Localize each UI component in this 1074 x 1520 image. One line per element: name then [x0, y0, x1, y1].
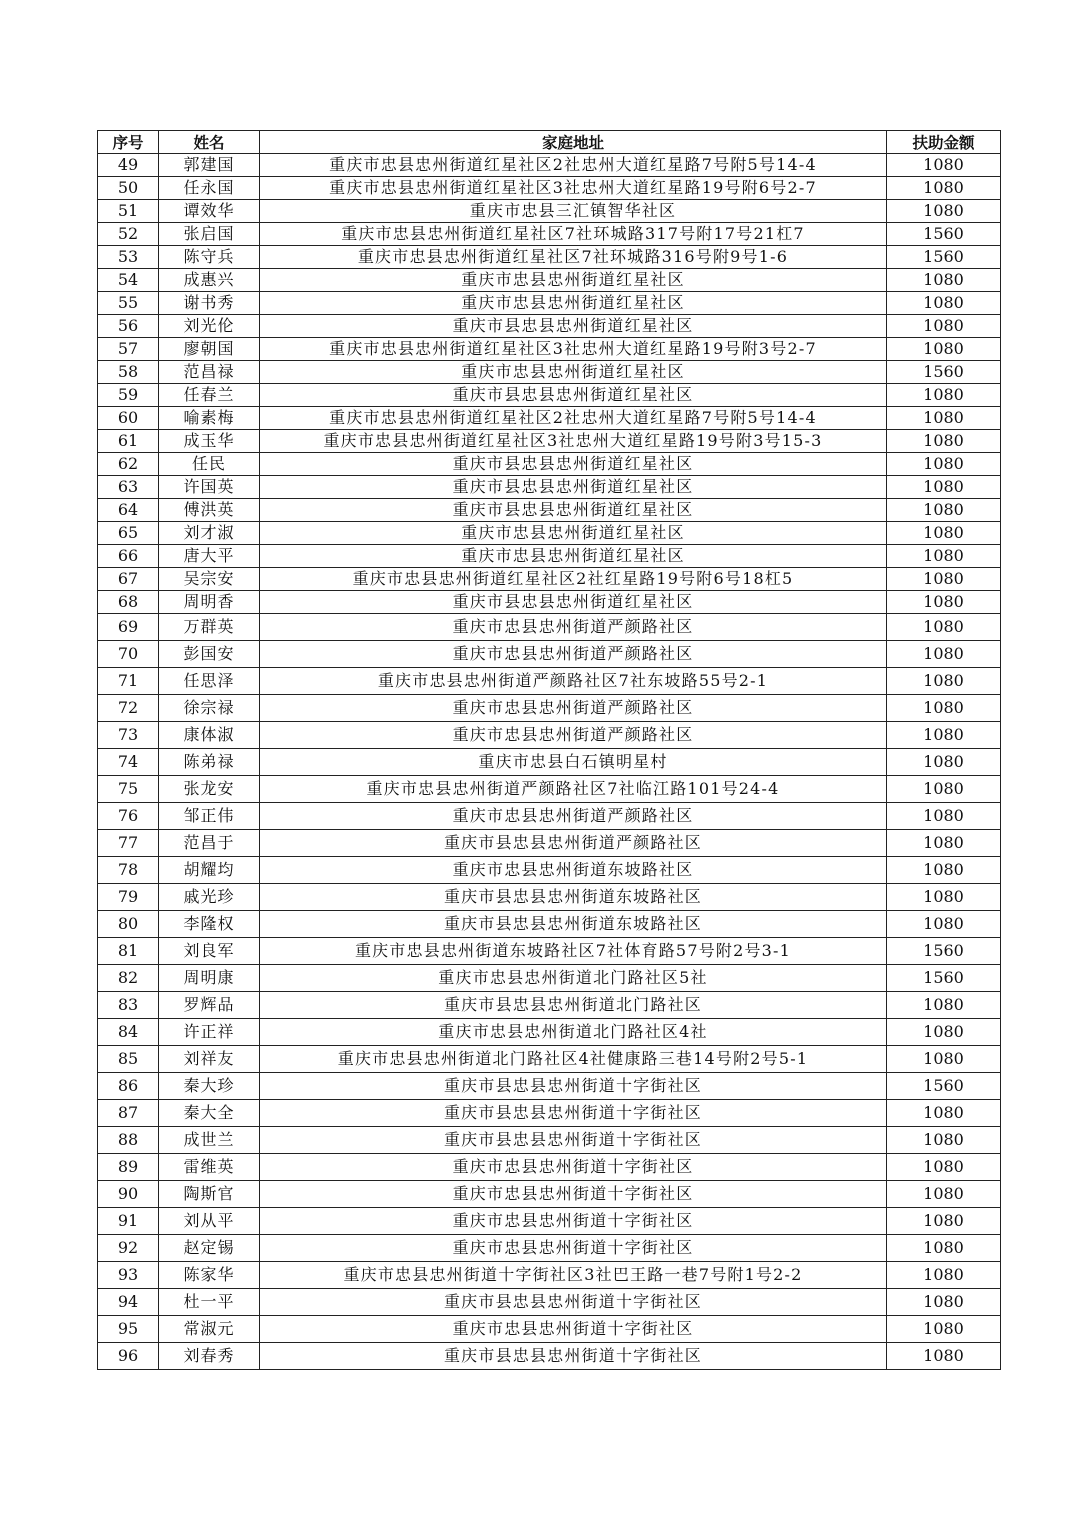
- cell-serial-number: 79: [98, 884, 159, 911]
- cell-serial-number: 94: [98, 1289, 159, 1316]
- cell-amount: 1080: [887, 1343, 1001, 1370]
- table-row: [98, 722, 1001, 749]
- table-row: [98, 292, 1001, 315]
- cell-serial-number: 89: [98, 1154, 159, 1181]
- cell-name: 雷维英: [159, 1154, 260, 1181]
- cell-address: 重庆市忠县忠州街道严颜路社区: [260, 803, 887, 830]
- cell-address: 重庆市县忠县忠州街道严颜路社区: [260, 830, 887, 857]
- cell-address: 重庆市县忠县忠州街道十字街社区: [260, 1073, 887, 1100]
- cell-address: 重庆市忠县忠州街道严颜路社区7社临江路101号24-4: [260, 776, 887, 803]
- cell-serial-number: 78: [98, 857, 159, 884]
- cell-serial-number: 73: [98, 722, 159, 749]
- table-row: [98, 1127, 1001, 1154]
- cell-serial-number: 58: [98, 361, 159, 384]
- cell-address: 重庆市忠县忠州街道红星社区3社忠州大道红星路19号附3号15-3: [260, 430, 887, 453]
- cell-amount: 1080: [887, 1046, 1001, 1073]
- cell-name: 徐宗禄: [159, 695, 260, 722]
- cell-name: 廖朝国: [159, 338, 260, 361]
- cell-serial-number: 59: [98, 384, 159, 407]
- cell-amount: 1080: [887, 407, 1001, 430]
- cell-serial-number: 77: [98, 830, 159, 857]
- cell-address: 重庆市忠县忠州街道红星社区2社红星路19号附6号18杠5: [260, 568, 887, 591]
- cell-serial-number: 81: [98, 938, 159, 965]
- cell-address: 重庆市忠县忠州街道红星社区: [260, 545, 887, 568]
- cell-address: 重庆市县忠县忠州街道北门路社区: [260, 992, 887, 1019]
- cell-serial-number: 88: [98, 1127, 159, 1154]
- cell-amount: 1080: [887, 568, 1001, 591]
- table-row: [98, 223, 1001, 246]
- cell-address: 重庆市忠县忠州街道北门路社区5社: [260, 965, 887, 992]
- cell-serial-number: 57: [98, 338, 159, 361]
- cell-amount: 1080: [887, 1019, 1001, 1046]
- header-amount: 扶助金额: [887, 131, 1001, 154]
- cell-name: 唐大平: [159, 545, 260, 568]
- cell-address: 重庆市县忠县忠州街道十字街社区: [260, 1343, 887, 1370]
- cell-serial-number: 72: [98, 695, 159, 722]
- cell-amount: 1080: [887, 591, 1001, 614]
- cell-name: 万群英: [159, 614, 260, 641]
- cell-name: 傅洪英: [159, 499, 260, 522]
- table-row: [98, 430, 1001, 453]
- cell-address: 重庆市县忠县忠州街道东坡路社区: [260, 884, 887, 911]
- cell-amount: 1560: [887, 1073, 1001, 1100]
- table-row: [98, 1073, 1001, 1100]
- cell-serial-number: 52: [98, 223, 159, 246]
- cell-name: 张龙安: [159, 776, 260, 803]
- cell-address: 重庆市忠县忠州街道十字街社区: [260, 1316, 887, 1343]
- header-serial-number: 序号: [98, 131, 159, 154]
- table-row: [98, 1019, 1001, 1046]
- cell-serial-number: 71: [98, 668, 159, 695]
- table-row: [98, 384, 1001, 407]
- table-row: [98, 476, 1001, 499]
- cell-serial-number: 55: [98, 292, 159, 315]
- cell-serial-number: 76: [98, 803, 159, 830]
- cell-name: 周明康: [159, 965, 260, 992]
- cell-address: 重庆市忠县忠州街道红星社区: [260, 522, 887, 545]
- cell-serial-number: 50: [98, 177, 159, 200]
- cell-amount: 1080: [887, 830, 1001, 857]
- cell-amount: 1080: [887, 177, 1001, 200]
- cell-address: 重庆市忠县忠州街道东坡路社区7社体育路57号附2号3-1: [260, 938, 887, 965]
- cell-amount: 1080: [887, 1316, 1001, 1343]
- cell-name: 赵定锡: [159, 1235, 260, 1262]
- table-row: [98, 1262, 1001, 1289]
- cell-name: 戚光珍: [159, 884, 260, 911]
- cell-name: 成世兰: [159, 1127, 260, 1154]
- cell-address: 重庆市忠县忠州街道红星社区: [260, 269, 887, 292]
- cell-amount: 1080: [887, 200, 1001, 223]
- cell-amount: 1080: [887, 641, 1001, 668]
- cell-serial-number: 62: [98, 453, 159, 476]
- cell-address: 重庆市忠县忠州街道红星社区2社忠州大道红星路7号附5号14-4: [260, 407, 887, 430]
- cell-address: 重庆市忠县忠州街道东坡路社区: [260, 857, 887, 884]
- table-row: [98, 911, 1001, 938]
- cell-serial-number: 85: [98, 1046, 159, 1073]
- cell-amount: 1080: [887, 857, 1001, 884]
- cell-name: 陈守兵: [159, 246, 260, 269]
- table-row: [98, 884, 1001, 911]
- cell-name: 陈家华: [159, 1262, 260, 1289]
- cell-address: 重庆市忠县忠州街道红星社区2社忠州大道红星路7号附5号14-4: [260, 154, 887, 177]
- cell-name: 成惠兴: [159, 269, 260, 292]
- cell-name: 范昌禄: [159, 361, 260, 384]
- cell-serial-number: 96: [98, 1343, 159, 1370]
- cell-address: 重庆市忠县忠州街道严颜路社区: [260, 722, 887, 749]
- cell-address: 重庆市县忠县忠州街道红星社区: [260, 453, 887, 476]
- cell-address: 重庆市忠县忠州街道十字街社区: [260, 1208, 887, 1235]
- table-row: [98, 177, 1001, 200]
- table-row: [98, 1181, 1001, 1208]
- table-row: [98, 407, 1001, 430]
- cell-serial-number: 70: [98, 641, 159, 668]
- cell-serial-number: 90: [98, 1181, 159, 1208]
- cell-name: 谢书秀: [159, 292, 260, 315]
- cell-serial-number: 82: [98, 965, 159, 992]
- cell-serial-number: 56: [98, 315, 159, 338]
- table-row: [98, 1235, 1001, 1262]
- cell-amount: 1080: [887, 1181, 1001, 1208]
- cell-address: 重庆市忠县忠州街道十字街社区: [260, 1154, 887, 1181]
- assistance-list-sheet: [97, 130, 1000, 1370]
- cell-name: 范昌于: [159, 830, 260, 857]
- cell-amount: 1560: [887, 938, 1001, 965]
- table-row: [98, 614, 1001, 641]
- cell-name: 陶斯官: [159, 1181, 260, 1208]
- cell-name: 刘才淑: [159, 522, 260, 545]
- cell-address: 重庆市忠县忠州街道红星社区7社环城路317号附17号21杠7: [260, 223, 887, 246]
- cell-address: 重庆市县忠县忠州街道红星社区: [260, 591, 887, 614]
- cell-name: 胡耀均: [159, 857, 260, 884]
- cell-name: 秦大全: [159, 1100, 260, 1127]
- cell-serial-number: 92: [98, 1235, 159, 1262]
- cell-name: 吴宗安: [159, 568, 260, 591]
- table-row: [98, 857, 1001, 884]
- assistance-table: [97, 130, 1001, 1370]
- cell-serial-number: 51: [98, 200, 159, 223]
- cell-address: 重庆市忠县忠州街道十字街社区: [260, 1181, 887, 1208]
- cell-amount: 1080: [887, 1127, 1001, 1154]
- cell-serial-number: 66: [98, 545, 159, 568]
- cell-amount: 1080: [887, 476, 1001, 499]
- cell-amount: 1080: [887, 522, 1001, 545]
- cell-amount: 1080: [887, 992, 1001, 1019]
- cell-name: 常淑元: [159, 1316, 260, 1343]
- cell-amount: 1080: [887, 499, 1001, 522]
- cell-name: 许正祥: [159, 1019, 260, 1046]
- table-row: [98, 315, 1001, 338]
- table-row: [98, 992, 1001, 1019]
- cell-name: 刘良军: [159, 938, 260, 965]
- table-row: [98, 938, 1001, 965]
- cell-serial-number: 69: [98, 614, 159, 641]
- table-row: [98, 453, 1001, 476]
- table-row: [98, 591, 1001, 614]
- table-row: [98, 830, 1001, 857]
- cell-serial-number: 84: [98, 1019, 159, 1046]
- cell-serial-number: 93: [98, 1262, 159, 1289]
- cell-address: 重庆市忠县忠州街道严颜路社区: [260, 614, 887, 641]
- cell-address: 重庆市忠县忠州街道严颜路社区7社东坡路55号2-1: [260, 668, 887, 695]
- cell-address: 重庆市县忠县忠州街道十字街社区: [260, 1289, 887, 1316]
- cell-serial-number: 49: [98, 154, 159, 177]
- table-row: [98, 776, 1001, 803]
- cell-name: 成玉华: [159, 430, 260, 453]
- cell-address: 重庆市忠县忠州街道十字街社区: [260, 1235, 887, 1262]
- cell-name: 陈弟禄: [159, 749, 260, 776]
- cell-amount: 1080: [887, 1100, 1001, 1127]
- table-row: [98, 965, 1001, 992]
- cell-address: 重庆市忠县忠州街道红星社区: [260, 292, 887, 315]
- table-row: [98, 1208, 1001, 1235]
- cell-name: 喻素梅: [159, 407, 260, 430]
- cell-serial-number: 54: [98, 269, 159, 292]
- table-row: [98, 1100, 1001, 1127]
- cell-address: 重庆市忠县忠州街道严颜路社区: [260, 695, 887, 722]
- cell-amount: 1080: [887, 668, 1001, 695]
- header-name: 姓名: [159, 131, 260, 154]
- cell-amount: 1560: [887, 965, 1001, 992]
- cell-name: 秦大珍: [159, 1073, 260, 1100]
- cell-address: 重庆市忠县忠州街道严颜路社区: [260, 641, 887, 668]
- cell-name: 刘从平: [159, 1208, 260, 1235]
- cell-address: 重庆市忠县白石镇明星村: [260, 749, 887, 776]
- cell-amount: 1080: [887, 1235, 1001, 1262]
- cell-amount: 1560: [887, 223, 1001, 246]
- cell-address: 重庆市忠县忠州街道十字街社区3社巴王路一巷7号附1号2-2: [260, 1262, 887, 1289]
- cell-amount: 1080: [887, 1208, 1001, 1235]
- cell-amount: 1080: [887, 722, 1001, 749]
- cell-address: 重庆市县忠县忠州街道十字街社区: [260, 1100, 887, 1127]
- cell-amount: 1080: [887, 614, 1001, 641]
- cell-serial-number: 60: [98, 407, 159, 430]
- table-row: [98, 545, 1001, 568]
- table-row: [98, 1343, 1001, 1370]
- table-row: [98, 522, 1001, 545]
- cell-amount: 1080: [887, 269, 1001, 292]
- table-row: [98, 1316, 1001, 1343]
- cell-name: 许国英: [159, 476, 260, 499]
- cell-address: 重庆市县忠县忠州街道红星社区: [260, 476, 887, 499]
- cell-amount: 1080: [887, 1289, 1001, 1316]
- cell-name: 刘光伦: [159, 315, 260, 338]
- table-row: [98, 641, 1001, 668]
- cell-amount: 1080: [887, 1154, 1001, 1181]
- cell-name: 任思泽: [159, 668, 260, 695]
- cell-serial-number: 83: [98, 992, 159, 1019]
- table-row: [98, 338, 1001, 361]
- cell-address: 重庆市县忠县忠州街道红星社区: [260, 499, 887, 522]
- table-row: [98, 668, 1001, 695]
- cell-serial-number: 68: [98, 591, 159, 614]
- cell-amount: 1080: [887, 803, 1001, 830]
- table-row: [98, 269, 1001, 292]
- cell-serial-number: 95: [98, 1316, 159, 1343]
- cell-address: 重庆市县忠县忠州街道十字街社区: [260, 1127, 887, 1154]
- table-row: [98, 361, 1001, 384]
- cell-address: 重庆市忠县忠州街道红星社区3社忠州大道红星路19号附3号2-7: [260, 338, 887, 361]
- cell-name: 郭建国: [159, 154, 260, 177]
- cell-name: 刘祥友: [159, 1046, 260, 1073]
- cell-serial-number: 65: [98, 522, 159, 545]
- cell-serial-number: 67: [98, 568, 159, 591]
- cell-name: 任永国: [159, 177, 260, 200]
- cell-serial-number: 87: [98, 1100, 159, 1127]
- table-header: [98, 131, 1001, 154]
- cell-name: 刘春秀: [159, 1343, 260, 1370]
- table-row: [98, 749, 1001, 776]
- table-row: [98, 1046, 1001, 1073]
- cell-name: 杜一平: [159, 1289, 260, 1316]
- table-row: [98, 803, 1001, 830]
- cell-amount: 1080: [887, 154, 1001, 177]
- cell-address: 重庆市忠县三汇镇智华社区: [260, 200, 887, 223]
- cell-address: 重庆市县忠县忠州街道红星社区: [260, 315, 887, 338]
- cell-serial-number: 75: [98, 776, 159, 803]
- cell-address: 重庆市忠县忠州街道红星社区3社忠州大道红星路19号附6号2-7: [260, 177, 887, 200]
- cell-amount: 1080: [887, 338, 1001, 361]
- cell-amount: 1560: [887, 246, 1001, 269]
- cell-amount: 1080: [887, 315, 1001, 338]
- table-row: [98, 154, 1001, 177]
- cell-serial-number: 61: [98, 430, 159, 453]
- table-row: [98, 1154, 1001, 1181]
- cell-address: 重庆市忠县忠州街道红星社区: [260, 361, 887, 384]
- cell-name: 周明香: [159, 591, 260, 614]
- cell-amount: 1560: [887, 361, 1001, 384]
- cell-name: 任民: [159, 453, 260, 476]
- cell-name: 谭效华: [159, 200, 260, 223]
- cell-serial-number: 64: [98, 499, 159, 522]
- cell-name: 张启国: [159, 223, 260, 246]
- table-body: [98, 154, 1001, 1370]
- table-row: [98, 200, 1001, 223]
- table-row: [98, 568, 1001, 591]
- table-row: [98, 695, 1001, 722]
- cell-amount: 1080: [887, 384, 1001, 407]
- cell-amount: 1080: [887, 695, 1001, 722]
- cell-serial-number: 86: [98, 1073, 159, 1100]
- cell-amount: 1080: [887, 430, 1001, 453]
- cell-amount: 1080: [887, 776, 1001, 803]
- cell-name: 康体淑: [159, 722, 260, 749]
- cell-name: 邹正伟: [159, 803, 260, 830]
- cell-amount: 1080: [887, 884, 1001, 911]
- cell-name: 任春兰: [159, 384, 260, 407]
- cell-name: 彭国安: [159, 641, 260, 668]
- cell-amount: 1080: [887, 911, 1001, 938]
- table-row: [98, 499, 1001, 522]
- cell-address: 重庆市忠县忠州街道红星社区7社环城路316号附9号1-6: [260, 246, 887, 269]
- cell-serial-number: 91: [98, 1208, 159, 1235]
- cell-address: 重庆市县忠县忠州街道东坡路社区: [260, 911, 887, 938]
- cell-amount: 1080: [887, 292, 1001, 315]
- cell-address: 重庆市县忠县忠州街道红星社区: [260, 384, 887, 407]
- cell-serial-number: 63: [98, 476, 159, 499]
- cell-serial-number: 80: [98, 911, 159, 938]
- table-row: [98, 246, 1001, 269]
- cell-amount: 1080: [887, 749, 1001, 776]
- cell-amount: 1080: [887, 453, 1001, 476]
- header-address: 家庭地址: [260, 131, 887, 154]
- cell-amount: 1080: [887, 1262, 1001, 1289]
- cell-serial-number: 74: [98, 749, 159, 776]
- cell-name: 罗辉品: [159, 992, 260, 1019]
- table-row: [98, 1289, 1001, 1316]
- cell-name: 李隆权: [159, 911, 260, 938]
- cell-address: 重庆市忠县忠州街道北门路社区4社健康路三巷14号附2号5-1: [260, 1046, 887, 1073]
- cell-amount: 1080: [887, 545, 1001, 568]
- cell-serial-number: 53: [98, 246, 159, 269]
- cell-address: 重庆市忠县忠州街道北门路社区4社: [260, 1019, 887, 1046]
